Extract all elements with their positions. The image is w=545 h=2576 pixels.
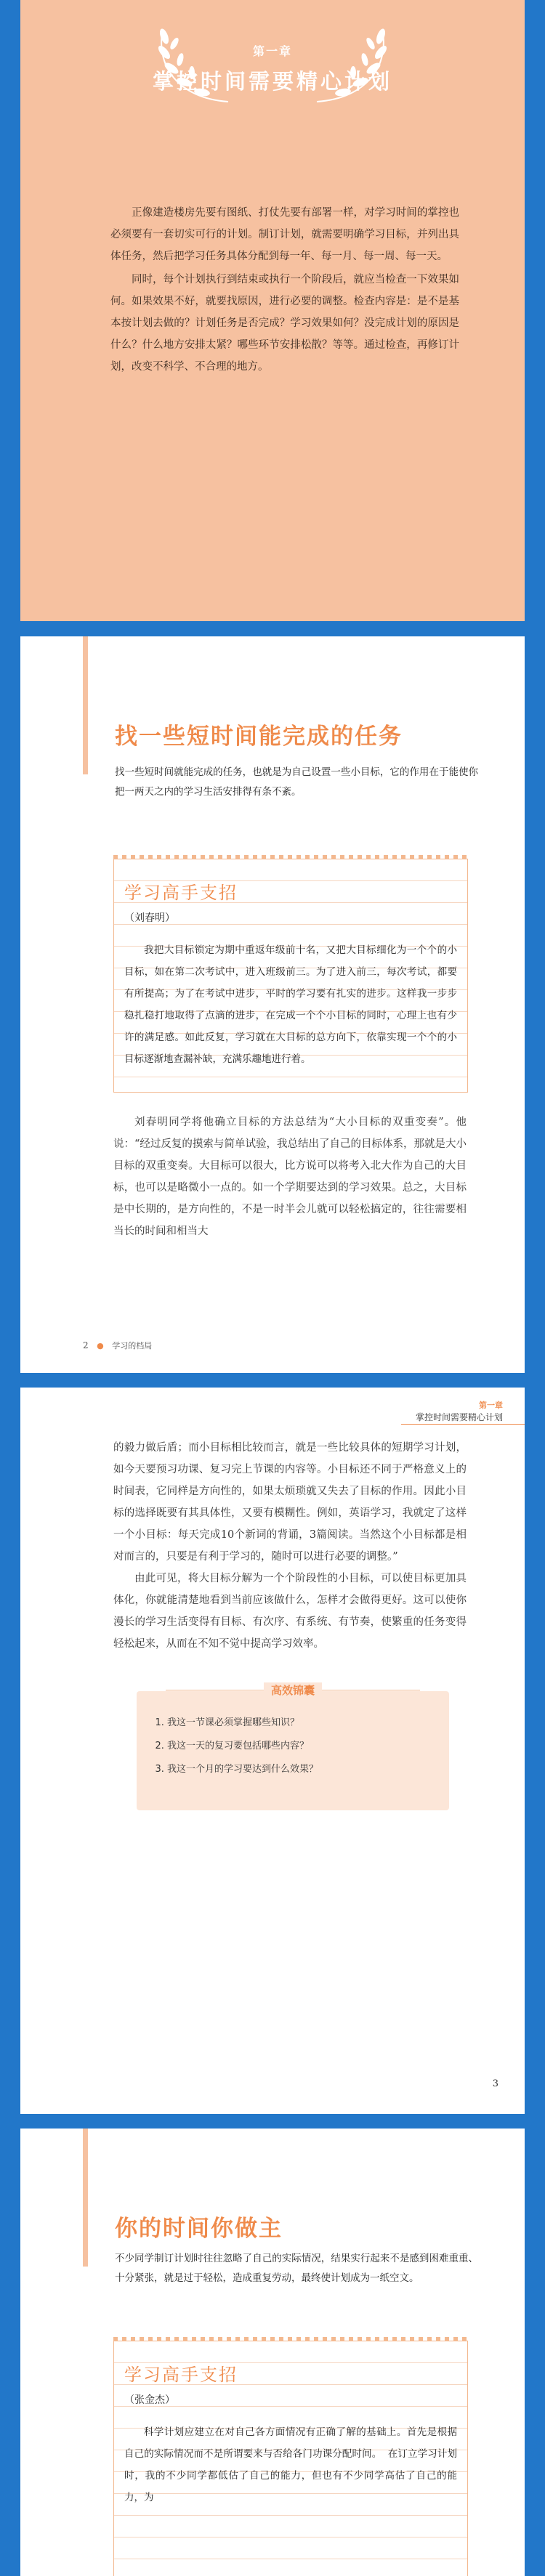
body-text xyxy=(113,1111,467,1242)
paragraph: 的毅力做后盾；而小目标相比较而言，就是一些比较具体的短期学习计划，如今天要预习功课、复习完上节课的内容等。小目标还不同于严格意义上的时间表，它同样是方向性的，如果太烦琐就又失去了目标的作用。因此小目标的选择既要有其具体性，又要有模糊性。例如，英语学习，我就定了这样一个小目标：每天完成10个新词的背诵，3篇阅读。当然这个小目标都是相对而言的，只要是有利于学习的，随时可以进行必要的调整。” xyxy=(113,1442,467,1563)
tip-author: （张金杰） xyxy=(124,2394,175,2406)
body-text xyxy=(113,1437,467,1655)
list-item: 3. 我这一个月的学习要达到什么效果？ xyxy=(167,1758,318,1781)
book-page-3 xyxy=(20,1388,525,2114)
page-footer xyxy=(83,1340,152,1351)
bullet-icon: ● xyxy=(97,1341,104,1350)
paragraph: 同时，每个计划执行到结束或执行一个阶段后，就应当检查一下效果如何。如果效果不好，就要找原因，进行必要的调整。检查内容是：是不是基本按计划去做的？计划任务是否完成？学习效果如何？没完成计划的原因是什么？什么地方安排太紧？哪些环节安排松散？等等。通过检查，再修订计划，改变不科学、不合理的地方。 xyxy=(110,274,459,373)
chapter-title: 掌控时间需要精心计划 xyxy=(152,69,392,94)
page-number: 3 xyxy=(492,2078,498,2089)
tips-title: 高效锦囊 xyxy=(264,1682,322,1698)
running-header xyxy=(416,1399,503,1423)
decorative-bar xyxy=(83,636,88,774)
page-number: 2 xyxy=(83,1340,89,1350)
chapter-intro xyxy=(110,202,459,379)
tip-author: （刘春明） xyxy=(124,912,175,924)
footer-title: 学习的档局 xyxy=(112,1341,153,1350)
book-page-2 xyxy=(20,636,525,1373)
section-title: 你的时间你做主 xyxy=(115,2216,283,2242)
section-intro: 找一些短时间就能完成的任务，也就是为自己设置一些小目标，它的作用在于能使你把一两天之内的学习生活安排得有条不紊。 xyxy=(115,766,478,798)
list-item: 2. 我这一天的复习要包括哪些内容？ xyxy=(167,1735,318,1758)
tip-box xyxy=(113,2341,468,2576)
tip-body: 科学计划应建立在对自己各方面情况有正确了解的基础上。首先是根据自己的实际情况而不是所谓要来与否给各门功课分配时间。 在订立学习计划时，我的不少同学都低估了自己的能力，但也有不少同学高估了自己的能力，为 xyxy=(124,2426,457,2503)
tips-box xyxy=(137,1684,449,1810)
paragraph: 刘春明同学将他确立目标的方法总结为“大小目标的双重变奏”。他说：“经过反复的摸索与简单试验，我总结出了自己的目标体系，那就是大小目标的双重变奏。大目标可以很大，比方说可以将考入北大作为自己的大目标，也可以是略微小一点的。如一个学期要达到的学习效果。总之，大目标是中长期的，是方向性的，不是一时半会儿就可以轻松搞定的，往往需要相当长的时间和相当大 xyxy=(113,1117,467,1237)
paragraph: 正像建造楼房先要有图纸、打仗先要有部署一样，对学习时间的掌控也必须要有一套切实可行的计划。制订计划，就需要明确学习目标，并列出具体任务，然后把学习任务具体分配到每一年、每一月、每一周、每一天。 xyxy=(110,207,459,262)
header-chapter: 第一章 xyxy=(479,1401,503,1410)
tip-box xyxy=(113,859,468,1093)
chapter-cover-page xyxy=(20,0,525,621)
tip-heading: 学习高手支招 xyxy=(124,2365,238,2385)
paragraph: 由此可见，将大目标分解为一个个阶段性的小目标，可以使目标更加具体化，你就能清楚地看到当前应该做什么，怎样才会做得更好。这可以使你漫长的学习生活变得有目标、有次序、有系统、有节奏，使繁重的任务变得轻松起来，从而在不知不觉中提高学习效率。 xyxy=(113,1573,467,1650)
tips-list xyxy=(154,1712,318,1781)
book-page-4 xyxy=(20,2129,525,2576)
section-intro: 不少同学制订计划时往往忽略了自己的实际情况，结果实行起来不是感到困难重重、十分紧张，就是过于轻松，造成重复劳动，最终使计划成为一纸空文。 xyxy=(115,2253,478,2284)
decorative-bar xyxy=(83,2129,88,2267)
chapter-number: 第一章 xyxy=(252,44,292,58)
list-item: 1. 我这一节课必须掌握哪些知识？ xyxy=(167,1712,318,1735)
tip-heading: 学习高手支招 xyxy=(124,883,238,903)
header-title: 掌控时间需要精心计划 xyxy=(415,1412,503,1422)
section-title: 找一些短时间能完成的任务 xyxy=(115,724,403,750)
header-rule xyxy=(401,1424,525,1425)
tip-body: 我把大目标锁定为期中重返年级前十名，又把大目标细化为一个个的小目标，如在第二次考试中，进入班级前三。为了进入前三，每次考试，都要有所提高；为了在考试中进步，平时的学习要有扎实的进步。这样我一步步稳扎稳打地取得了点滴的进步，在完成一个个小目标的同时，心理上也有少许的满足感。如此反复，学习就在大目标的总方向下，依靠实现一个个的小目标逐渐地查漏补缺，充满乐趣地进行着。 xyxy=(124,944,457,1065)
